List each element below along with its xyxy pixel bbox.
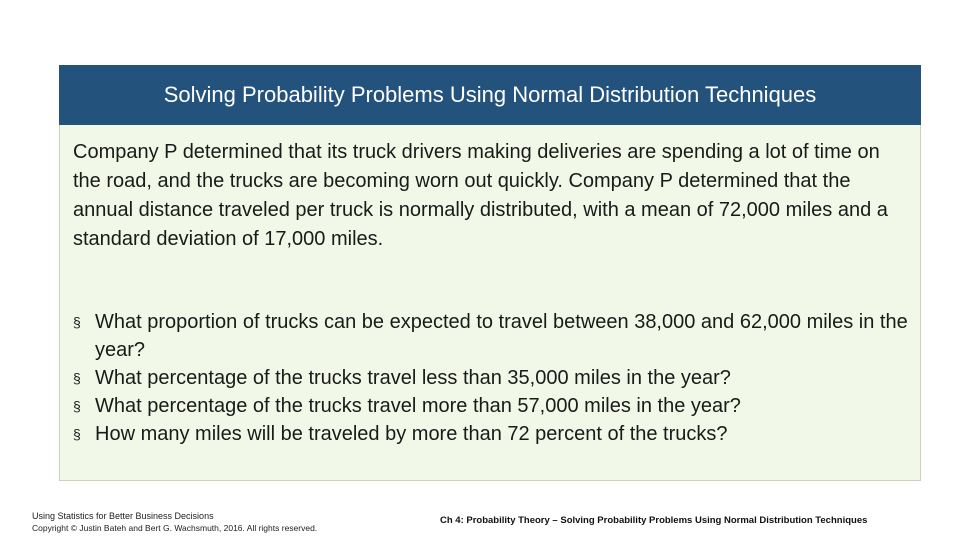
slide-title-bar <box>59 65 921 125</box>
question-list <box>73 308 913 448</box>
footer-left <box>32 510 317 534</box>
list-item <box>73 420 913 448</box>
question-text: What percentage of the trucks travel more than 57,000 miles in the year? <box>95 395 741 417</box>
intro-paragraph: Company P determined that its truck drivers making deliveries are spending a lot of time on the road, and the trucks are becoming worn out quickly. Company P determined that the annual distance traveled per truck is normally distributed, with a mean of 72,000 miles and a standard deviation of 17,000 miles. <box>73 141 888 250</box>
footer-chapter: Ch 4: Probability Theory – Solving Probability Problems Using Normal Distribution Techniques <box>440 515 868 526</box>
bullet-icon: § <box>73 314 81 330</box>
question-text: What proportion of trucks can be expected to travel between 38,000 and 62,000 miles in the year? <box>95 311 908 361</box>
list-item <box>73 364 913 392</box>
slide-title: Solving Probability Problems Using Normal Distribution Techniques <box>163 82 817 107</box>
question-text: What percentage of the trucks travel less than 35,000 miles in the year? <box>95 367 731 389</box>
question-text: How many miles will be traveled by more than 72 percent of the trucks? <box>95 423 728 445</box>
bullet-icon: § <box>73 370 81 386</box>
footer-copyright: Copyright © Justin Bateh and Bert G. Wachsmuth, 2016. All rights reserved. <box>32 523 318 533</box>
list-item <box>73 308 913 364</box>
footer-book-title: Using Statistics for Better Business Decisions <box>32 511 214 521</box>
bullet-icon: § <box>73 426 81 442</box>
content-box <box>59 125 921 481</box>
bullet-icon: § <box>73 398 81 414</box>
list-item <box>73 392 913 420</box>
